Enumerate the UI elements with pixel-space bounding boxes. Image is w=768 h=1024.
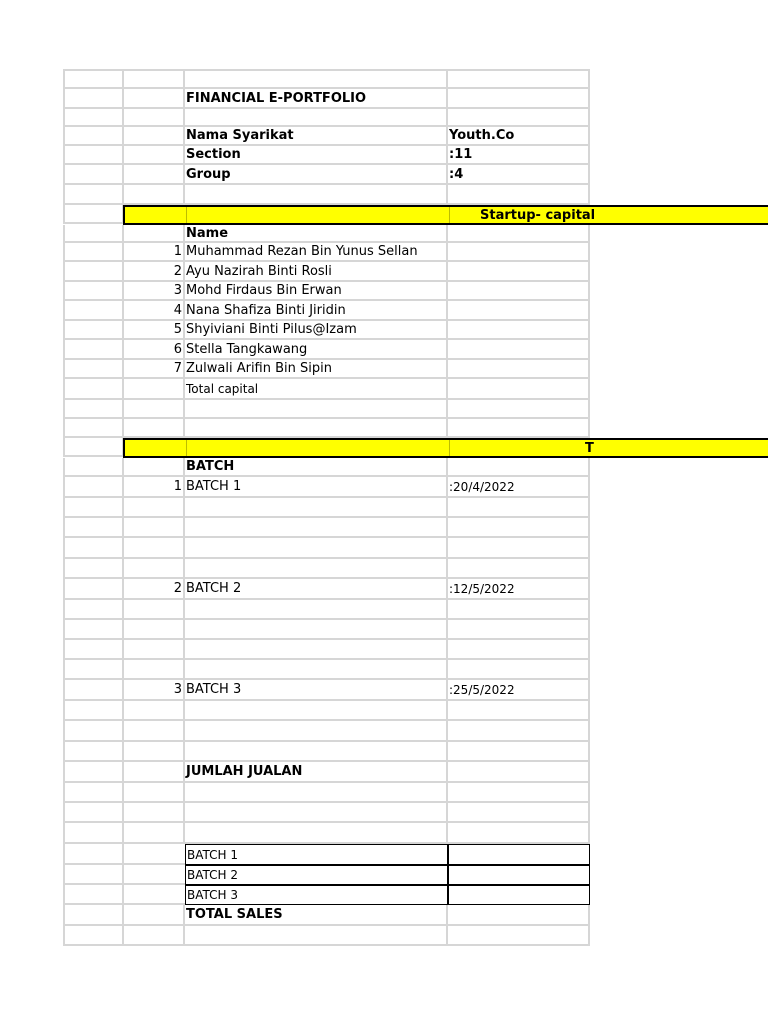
batch-row	[63, 579, 590, 600]
member-number[interactable]: 4	[124, 301, 185, 321]
cell[interactable]	[124, 823, 185, 844]
member-row	[63, 301, 590, 321]
member-name[interactable]: Nana Shafiza Binti Jiridin	[185, 301, 448, 321]
sheet-row	[63, 905, 590, 926]
cell[interactable]	[63, 865, 124, 885]
member-name[interactable]: Ayu Nazirah Binti Rosli	[185, 262, 448, 282]
cell[interactable]	[185, 400, 448, 419]
cell[interactable]	[63, 340, 124, 360]
cell[interactable]	[63, 282, 124, 301]
cell[interactable]	[124, 458, 185, 477]
sheet-row	[63, 742, 590, 762]
cell[interactable]	[63, 660, 124, 680]
cell[interactable]	[185, 701, 448, 721]
sales-row	[63, 844, 590, 865]
cell[interactable]	[448, 600, 590, 620]
cell[interactable]	[124, 620, 185, 640]
cell[interactable]	[63, 559, 124, 579]
member-name[interactable]: Stella Tangkawang	[185, 340, 448, 360]
cell[interactable]	[124, 865, 185, 885]
sheet-row	[63, 600, 590, 620]
cell[interactable]	[124, 701, 185, 721]
total-sales-label[interactable]: TOTAL SALES	[185, 905, 448, 926]
sheet-row	[63, 783, 590, 803]
member-name[interactable]: Mohd Firdaus Bin Erwan	[185, 282, 448, 301]
cell[interactable]	[448, 660, 590, 680]
cell[interactable]	[63, 926, 124, 946]
cell[interactable]	[124, 844, 185, 865]
cell[interactable]	[448, 762, 590, 783]
batch-header[interactable]: BATCH	[185, 458, 448, 477]
cell[interactable]	[124, 518, 185, 538]
cell[interactable]	[63, 721, 124, 742]
cell[interactable]	[448, 783, 590, 803]
cell[interactable]	[185, 640, 448, 660]
member-row	[63, 262, 590, 282]
sheet-row	[63, 419, 590, 438]
cell[interactable]	[448, 301, 590, 321]
sheet-row	[63, 538, 590, 559]
sheet-row	[63, 926, 590, 946]
cell[interactable]	[124, 89, 185, 109]
cell[interactable]	[185, 926, 448, 946]
batch-row	[63, 477, 590, 498]
sheet-row	[63, 823, 590, 844]
cell[interactable]	[124, 559, 185, 579]
sheet-row	[63, 803, 590, 823]
cell[interactable]	[63, 127, 124, 146]
cell[interactable]	[63, 885, 124, 905]
cell[interactable]	[124, 742, 185, 762]
batch-row	[63, 680, 590, 701]
sheet-row	[63, 701, 590, 721]
batch-label[interactable]: BATCH 1	[185, 477, 448, 498]
startup-capital-banner[interactable]	[123, 205, 768, 225]
cell[interactable]	[124, 783, 185, 803]
cell[interactable]	[63, 262, 124, 282]
cell[interactable]	[185, 518, 448, 538]
sales-batch-value[interactable]	[448, 844, 590, 865]
cell[interactable]	[185, 803, 448, 823]
sales-batch-label[interactable]: BATCH 2	[185, 865, 448, 885]
cell[interactable]	[185, 742, 448, 762]
cell[interactable]	[185, 109, 448, 127]
sales-row	[63, 885, 590, 905]
sales-batch-label[interactable]: BATCH 1	[185, 844, 448, 865]
sheet-row	[63, 185, 590, 205]
cell[interactable]	[124, 762, 185, 783]
cell[interactable]	[448, 701, 590, 721]
cell[interactable]	[185, 69, 448, 89]
member-row	[63, 360, 590, 379]
cell[interactable]	[63, 165, 124, 185]
cell[interactable]	[448, 321, 590, 340]
batch-date[interactable]: :12/5/2022	[448, 579, 590, 600]
member-row	[63, 243, 590, 262]
cell-divider	[186, 207, 187, 223]
cell[interactable]	[448, 243, 590, 262]
sheet-row	[63, 109, 590, 127]
sheet-row	[63, 721, 590, 742]
cell[interactable]	[448, 721, 590, 742]
cell[interactable]	[448, 225, 590, 243]
cell[interactable]	[185, 783, 448, 803]
startup-capital-label: Startup- capital	[480, 207, 596, 223]
member-row	[63, 282, 590, 301]
cell[interactable]	[448, 538, 590, 559]
sheet-row	[63, 165, 590, 185]
member-number[interactable]: 5	[124, 321, 185, 340]
cell[interactable]	[124, 905, 185, 926]
cell[interactable]	[448, 360, 590, 379]
sheet-row	[63, 146, 590, 165]
cell[interactable]	[63, 640, 124, 660]
cell[interactable]	[63, 205, 124, 224]
cell[interactable]	[63, 680, 124, 701]
cell[interactable]	[124, 803, 185, 823]
cell[interactable]	[124, 419, 185, 438]
cell[interactable]	[124, 69, 185, 89]
company-label[interactable]: Nama Syarikat	[185, 127, 448, 146]
member-number[interactable]: 2	[124, 262, 185, 282]
batch-number[interactable]: 1	[124, 477, 185, 498]
sales-batch-label[interactable]: BATCH 3	[185, 885, 448, 905]
cell[interactable]	[63, 498, 124, 518]
cell[interactable]	[448, 185, 590, 205]
cell[interactable]	[185, 600, 448, 620]
group-value[interactable]: :4	[448, 165, 590, 185]
cell[interactable]	[63, 321, 124, 340]
cell[interactable]	[448, 823, 590, 844]
cell[interactable]	[124, 400, 185, 419]
cell[interactable]	[448, 262, 590, 282]
sheet-row	[63, 498, 590, 518]
sales-batch-value[interactable]	[448, 885, 590, 905]
cell[interactable]	[448, 518, 590, 538]
section-banner-label: T	[585, 440, 594, 456]
cell[interactable]	[124, 185, 185, 205]
total-sales-value[interactable]	[448, 905, 590, 926]
cell[interactable]	[448, 620, 590, 640]
cell[interactable]	[63, 146, 124, 165]
section-label[interactable]: Section	[185, 146, 448, 165]
cell[interactable]	[185, 620, 448, 640]
batch-date[interactable]: :20/4/2022	[448, 477, 590, 498]
section-banner[interactable]	[123, 438, 768, 458]
sheet-row	[63, 559, 590, 579]
member-row	[63, 340, 590, 360]
sheet-row	[63, 660, 590, 680]
cell[interactable]	[63, 109, 124, 127]
sheet-row	[63, 225, 590, 243]
total-sales-header[interactable]: JUMLAH JUALAN	[185, 762, 448, 783]
cell[interactable]	[63, 844, 124, 865]
sheet-row	[63, 69, 590, 89]
cell[interactable]	[63, 538, 124, 559]
cell[interactable]	[448, 742, 590, 762]
cell[interactable]	[63, 458, 124, 477]
cell[interactable]	[448, 926, 590, 946]
sheet-row	[63, 458, 590, 477]
cell[interactable]	[448, 803, 590, 823]
cell[interactable]	[448, 559, 590, 579]
cell[interactable]	[448, 89, 590, 109]
sheet-row	[63, 379, 590, 400]
cell[interactable]	[124, 379, 185, 400]
batch-number[interactable]: 2	[124, 579, 185, 600]
cell[interactable]	[63, 301, 124, 321]
cell[interactable]	[185, 559, 448, 579]
cell[interactable]	[63, 783, 124, 803]
cell[interactable]	[63, 620, 124, 640]
cell[interactable]	[124, 127, 185, 146]
cell[interactable]	[185, 823, 448, 844]
cell[interactable]	[448, 400, 590, 419]
cell[interactable]	[63, 701, 124, 721]
cell[interactable]	[63, 400, 124, 419]
member-name[interactable]: Shyiviani Binti Pilus@Izam	[185, 321, 448, 340]
group-label[interactable]: Group	[185, 165, 448, 185]
cell[interactable]	[185, 419, 448, 438]
sheet-row	[63, 127, 590, 146]
cell[interactable]	[63, 579, 124, 600]
sheet-row	[63, 400, 590, 419]
cell[interactable]	[63, 89, 124, 109]
batch-label[interactable]: BATCH 3	[185, 680, 448, 701]
member-number[interactable]: 1	[124, 243, 185, 262]
cell[interactable]	[63, 762, 124, 783]
cell[interactable]	[63, 438, 124, 457]
cell-divider	[186, 440, 187, 456]
cell[interactable]	[124, 885, 185, 905]
company-value[interactable]: Youth.Co	[448, 127, 590, 146]
cell[interactable]	[185, 185, 448, 205]
cell[interactable]	[124, 721, 185, 742]
cell[interactable]	[185, 498, 448, 518]
cell-divider	[449, 207, 450, 223]
cell[interactable]	[185, 721, 448, 742]
cell[interactable]	[124, 660, 185, 680]
cell[interactable]	[63, 419, 124, 438]
cell[interactable]	[63, 518, 124, 538]
cell[interactable]	[185, 660, 448, 680]
cell[interactable]	[63, 600, 124, 620]
cell[interactable]	[63, 742, 124, 762]
cell[interactable]	[63, 803, 124, 823]
member-name[interactable]: Zulwali Arifin Bin Sipin	[185, 360, 448, 379]
cell[interactable]	[448, 419, 590, 438]
cell[interactable]	[63, 69, 124, 89]
cell[interactable]	[448, 640, 590, 660]
member-number[interactable]: 7	[124, 360, 185, 379]
cell[interactable]	[124, 498, 185, 518]
cell[interactable]	[124, 640, 185, 660]
cell[interactable]	[63, 243, 124, 262]
cell[interactable]	[448, 458, 590, 477]
sales-row	[63, 865, 590, 885]
sheet-row	[63, 762, 590, 783]
cell[interactable]	[63, 225, 124, 243]
cell[interactable]	[185, 538, 448, 559]
batch-date[interactable]: :25/5/2022	[448, 680, 590, 701]
member-row	[63, 321, 590, 340]
cell[interactable]	[63, 905, 124, 926]
cell[interactable]	[124, 146, 185, 165]
sales-batch-value[interactable]	[448, 865, 590, 885]
total-capital-label[interactable]: Total capital	[185, 379, 448, 400]
cell[interactable]	[124, 109, 185, 127]
cell[interactable]	[124, 165, 185, 185]
cell[interactable]	[448, 69, 590, 89]
cell[interactable]	[63, 360, 124, 379]
cell[interactable]	[63, 477, 124, 498]
cell[interactable]	[63, 185, 124, 205]
cell[interactable]	[448, 282, 590, 301]
cell-divider	[449, 440, 450, 456]
sheet-row	[63, 640, 590, 660]
cell[interactable]	[448, 109, 590, 127]
sheet-row	[63, 518, 590, 538]
sheet-row	[63, 620, 590, 640]
batch-label[interactable]: BATCH 2	[185, 579, 448, 600]
cell[interactable]	[448, 498, 590, 518]
member-number[interactable]: 6	[124, 340, 185, 360]
cell[interactable]	[124, 538, 185, 559]
batch-number[interactable]: 3	[124, 680, 185, 701]
section-value[interactable]: :11	[448, 146, 590, 165]
cell[interactable]	[124, 600, 185, 620]
total-capital-value[interactable]	[448, 379, 590, 400]
cell[interactable]	[63, 379, 124, 400]
member-name[interactable]: Muhammad Rezan Bin Yunus Sellan	[185, 243, 448, 262]
cell[interactable]	[124, 225, 185, 243]
cell[interactable]	[124, 926, 185, 946]
cell[interactable]	[448, 340, 590, 360]
page-title[interactable]: FINANCIAL E-PORTFOLIO	[185, 89, 448, 109]
name-header[interactable]: Name	[185, 225, 448, 243]
cell[interactable]	[63, 823, 124, 844]
member-number[interactable]: 3	[124, 282, 185, 301]
sheet-row	[63, 89, 590, 109]
